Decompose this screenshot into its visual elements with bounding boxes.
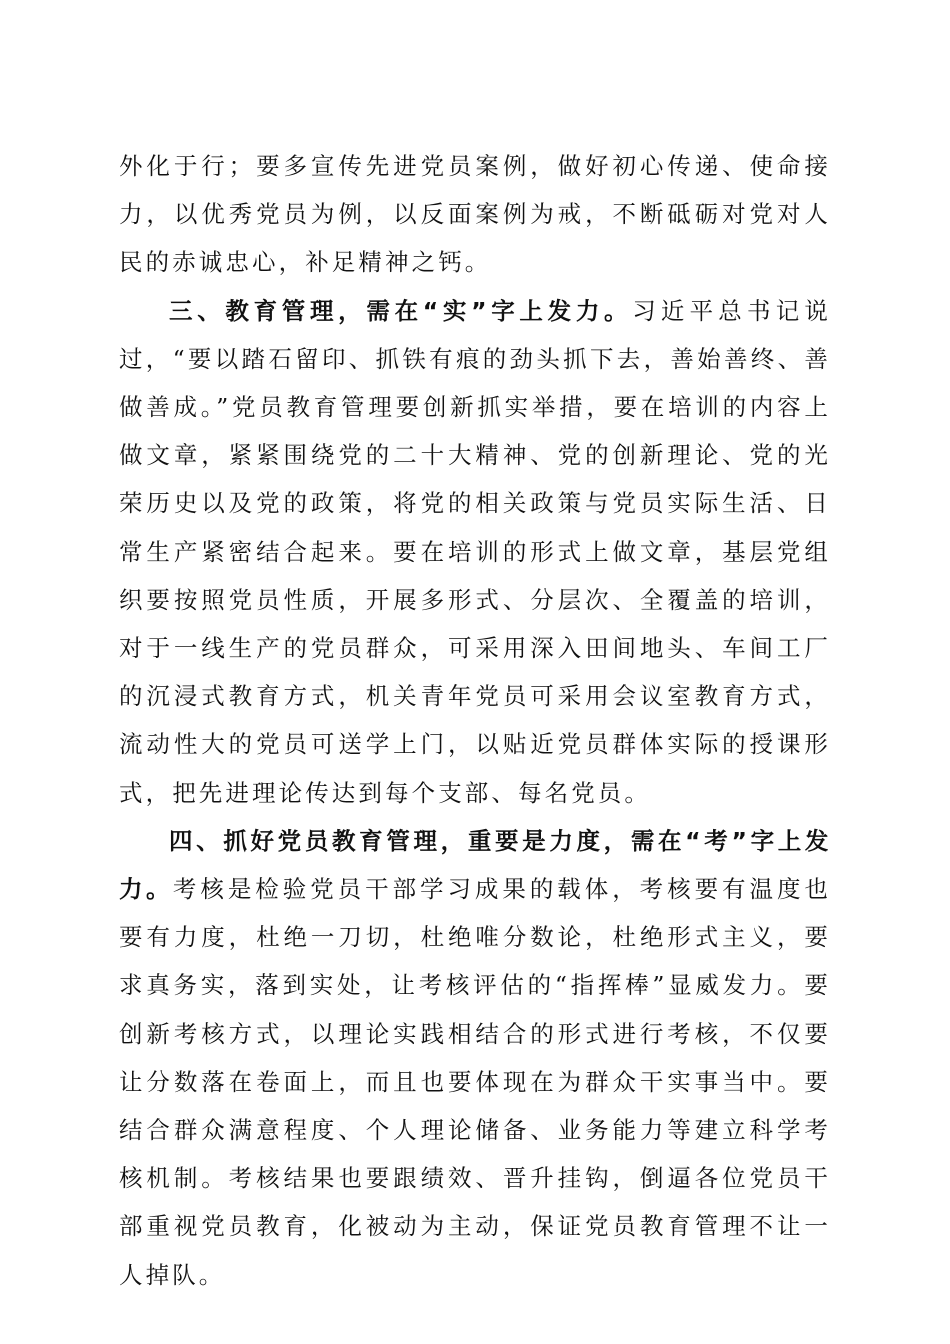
paragraph-body: 考核是检验党员干部学习成果的载体，考核要有温度也要有力度，杜绝一刀切，杜绝唯分数论，杜绝形式主义，要求真务实，落到实处，让考核评估的“指挥棒”显威发力。要创新考核方式，以理论实践相结合的形式进行考核，不仅要让分数落在卷面上，而且也要体现在为群众干实事当中。要结合群众满意程度、个人理论储备、业务能力等建立科学考核机制。考核结果也要跟绩效、晋升挂钩，倒逼各位党员干部重视党员教育，化被动为主动，保证党员教育管理不让一人掉队。 [119, 875, 832, 1289]
paragraph-section-three [119, 287, 831, 817]
document-body [119, 142, 831, 1299]
paragraph-continuation [119, 142, 831, 287]
paragraph-body: 外化于行；要多宣传先进党员案例，做好初心传递、使命接力，以优秀党员为例，以反面案例为戒，不断砥砺对党对人民的赤诚忠心，补足精神之钙。 [119, 152, 831, 277]
paragraph-body: 习近平总书记说过，“要以踏石留印、抓铁有痕的劲头抓下去，善始善终、善做善成。”党员教育管理要创新抓实举措，要在培训的内容上做文章，紧紧围绕党的二十大精神、党的创新理论、党的光荣历史以及党的政策，将党的相关政策与党员实际生活、日常生产紧密结合起来。要在培训的形式上做文章，基层党组织要按照党员性质，开展多形式、分层次、全覆盖的培训，对于一线生产的党员群众，可采用深入田间地头、车间工厂的沉浸式教育方式，机关青年党员可采用会议室教育方式，流动性大的党员可送学上门，以贴近党员群体实际的授课形式，把先进理论传达到每个支部、每名党员。 [119, 296, 831, 807]
paragraph-section-four [119, 817, 831, 1299]
section-heading: 四、抓好党员教育管理，重要是力度，需在“考”字上发力。 [119, 826, 831, 904]
section-heading: 三、教育管理，需在“实”字上发力。 [169, 296, 633, 325]
